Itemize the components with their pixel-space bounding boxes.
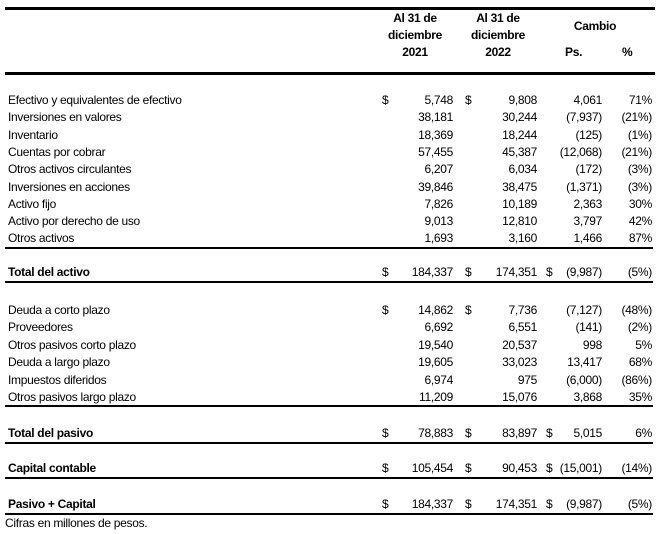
row-label: Inventario	[8, 127, 58, 142]
row-label: Proveedores	[8, 320, 73, 335]
change-ps: (141)	[575, 320, 602, 335]
value-2022: 38,475	[502, 179, 537, 194]
value-2021: 184,337	[411, 265, 453, 279]
change-ps: 2,363	[573, 196, 602, 211]
change-ps: (125)	[575, 127, 602, 142]
change-ps: 5,015	[573, 426, 602, 440]
value-2021: 38,181	[418, 110, 453, 125]
row-label: Capital contable	[8, 461, 96, 475]
change-pct: (5%)	[627, 497, 652, 511]
value-2022: 20,537	[502, 337, 537, 352]
currency-2022: $	[465, 303, 472, 317]
currency-change: $	[546, 461, 553, 475]
row-label: Otros activos circulantes	[8, 162, 132, 177]
row-label: Inversiones en acciones	[8, 179, 130, 194]
change-ps: (7,937)	[566, 110, 602, 125]
change-pct: (3%)	[627, 162, 652, 177]
currency-2022: $	[465, 93, 472, 107]
value-2022: 3,160	[508, 231, 537, 246]
currency-change: $	[546, 426, 553, 440]
change-pct: 35%	[628, 390, 652, 404]
value-2021: 1,693	[424, 231, 453, 246]
change-ps: 998	[582, 337, 602, 352]
value-2022: 7,736	[508, 303, 537, 317]
change-pct: (14%)	[621, 461, 652, 475]
section-rule	[5, 247, 653, 249]
header-ps: Ps.	[565, 45, 583, 59]
value-2022: 83,897	[502, 426, 537, 440]
currency-2021: $	[382, 426, 389, 440]
change-pct: 5%	[635, 337, 652, 352]
value-2021: 57,455	[418, 144, 453, 159]
value-2021: 6,974	[424, 372, 453, 387]
change-pct: 6%	[635, 426, 652, 440]
value-2022: 45,387	[502, 144, 537, 159]
change-pct: (1%)	[627, 127, 652, 142]
value-2022: 9,808	[508, 93, 537, 107]
row-label: Cuentas por cobrar	[8, 144, 106, 159]
value-2022: 30,244	[502, 110, 537, 125]
change-pct: (5%)	[627, 265, 652, 279]
change-ps: (15,001)	[559, 461, 602, 475]
change-ps: (12,068)	[559, 144, 602, 159]
row-label: Total del pasivo	[8, 426, 93, 440]
currency-2021: $	[382, 461, 389, 475]
change-pct: (21%)	[621, 110, 652, 125]
value-2022: 10,189	[502, 196, 537, 211]
change-ps: (1,371)	[566, 179, 602, 194]
currency-2022: $	[465, 426, 472, 440]
header-2021-line2: diciembre	[388, 28, 442, 42]
change-ps: (7,127)	[566, 303, 602, 317]
value-2022: 6,551	[508, 320, 537, 335]
section-rule	[5, 405, 653, 407]
currency-change: $	[546, 265, 553, 279]
row-label: Deuda a largo plazo	[8, 355, 110, 370]
change-pct: (21%)	[621, 144, 652, 159]
change-pct: 71%	[628, 93, 652, 107]
row-label: Otros activos	[8, 231, 75, 246]
value-2021: 7,826	[424, 196, 453, 211]
footnote: Cifras en millones de pesos.	[5, 516, 148, 530]
header-2022-line1: Al 31 de	[476, 11, 520, 25]
value-2021: 11,209	[418, 390, 453, 404]
header-2021-line1: Al 31 de	[393, 11, 437, 25]
row-label: Deuda a corto plazo	[8, 303, 110, 317]
change-ps: (6,000)	[566, 372, 602, 387]
value-2022: 975	[517, 372, 537, 387]
value-2022: 12,810	[502, 214, 537, 229]
value-2021: 6,692	[424, 320, 453, 335]
change-pct: 87%	[628, 231, 652, 246]
change-ps: (9,987)	[566, 265, 602, 279]
value-2021: 14,862	[418, 303, 453, 317]
change-ps: 13,417	[567, 355, 602, 370]
change-pct: (86%)	[621, 372, 652, 387]
section-rule	[5, 442, 653, 444]
row-label: Activo por derecho de uso	[8, 214, 140, 229]
value-2022: 18,244	[502, 127, 537, 142]
row-label: Efectivo y equivalentes de efectivo	[8, 93, 182, 107]
change-ps: 3,868	[573, 390, 602, 404]
value-2022: 174,351	[495, 265, 537, 279]
value-2021: 6,207	[424, 162, 453, 177]
header-cambio: Cambio	[573, 19, 617, 33]
value-2021: 105,454	[411, 461, 453, 475]
header-2022-line3: 2022	[485, 45, 511, 59]
currency-2022: $	[465, 461, 472, 475]
currency-2021: $	[382, 265, 389, 279]
value-2021: 9,013	[424, 214, 453, 229]
top-rule	[5, 7, 655, 10]
change-pct: 30%	[628, 196, 652, 211]
change-pct: 42%	[628, 214, 652, 229]
value-2022: 33,023	[502, 355, 537, 370]
value-2021: 19,605	[418, 355, 453, 370]
header-rule	[5, 72, 655, 75]
value-2021: 18,369	[418, 127, 453, 142]
header-2021-line3: 2021	[402, 45, 428, 59]
value-2022: 6,034	[508, 162, 537, 177]
value-2021: 19,540	[418, 337, 453, 352]
change-pct: (2%)	[627, 320, 652, 335]
value-2021: 184,337	[411, 497, 453, 511]
change-pct: (48%)	[621, 303, 652, 317]
header-2022-line2: diciembre	[471, 28, 525, 42]
section-rule	[5, 513, 653, 515]
currency-2021: $	[382, 497, 389, 511]
value-2021: 78,883	[418, 426, 453, 440]
currency-2022: $	[465, 265, 472, 279]
row-label: Total del activo	[8, 265, 90, 279]
row-label: Inversiones en valores	[8, 110, 122, 125]
header-pct: %	[622, 45, 633, 59]
row-label: Impuestos diferidos	[8, 372, 107, 387]
change-ps: (172)	[575, 162, 602, 177]
currency-change: $	[546, 497, 553, 511]
change-ps: (9,987)	[566, 497, 602, 511]
row-label: Activo fijo	[8, 196, 57, 211]
value-2022: 15,076	[502, 390, 537, 404]
change-ps: 3,797	[573, 214, 602, 229]
currency-2021: $	[382, 303, 389, 317]
value-2022: 174,351	[495, 497, 537, 511]
value-2022: 90,453	[502, 461, 537, 475]
change-ps: 1,466	[573, 231, 602, 246]
currency-2022: $	[465, 497, 472, 511]
change-pct: (3%)	[627, 179, 652, 194]
row-label: Otros pasivos corto plazo	[8, 337, 136, 352]
value-2021: 5,748	[424, 93, 453, 107]
section-rule	[5, 281, 653, 283]
section-rule	[5, 477, 653, 479]
change-ps: 4,061	[573, 93, 602, 107]
change-pct: 68%	[628, 355, 652, 370]
currency-2021: $	[382, 93, 389, 107]
value-2021: 39,846	[418, 179, 453, 194]
row-label: Pasivo + Capital	[8, 497, 96, 511]
row-label: Otros pasivos largo plazo	[8, 390, 136, 404]
